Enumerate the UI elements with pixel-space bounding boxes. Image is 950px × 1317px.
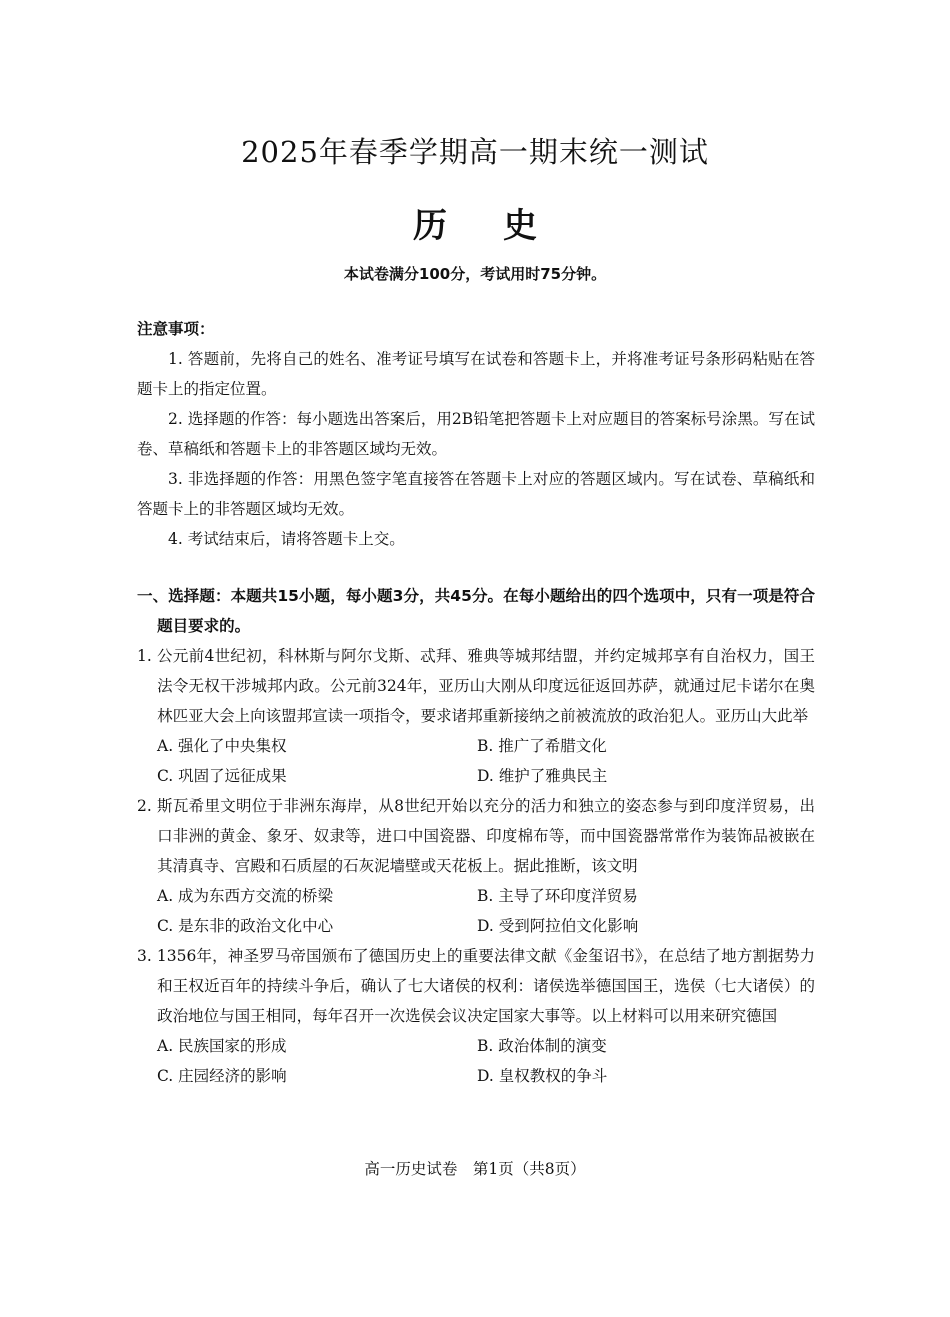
subject-char-2: 史 [503, 206, 537, 246]
note-item: 3. 非选择题的作答：用黑色签字笔直接答在答题卡上对应的答题区域内。写在试卷、草稿纸和答题卡上的非答题区域均无效。 [137, 470, 815, 518]
question-1 [137, 641, 815, 791]
subject-char-1: 历 [413, 206, 447, 246]
option-c: C. 庄园经济的影响 [157, 1067, 287, 1085]
exam-content [137, 314, 815, 1091]
exam-title: 2025年春季学期高一期末统一测试 [241, 135, 709, 169]
note-item: 1. 答题前，先将自己的姓名、准考证号填写在试卷和答题卡上，并将准考证号条形码粘贴在答题卡上的指定位置。 [137, 350, 815, 398]
option-b: B. 推广了希腊文化 [477, 737, 607, 755]
section-heading: 一、选择题：本题共15小题，每小题3分，共45分。在每小题给出的四个选项中，只有一项是符合题目要求的。 [137, 587, 815, 635]
question-stem: 1. 公元前4世纪初，科林斯与阿尔戈斯、忒拜、雅典等城邦结盟，并约定城邦享有自治权力，国王法令无权干涉城邦内政。公元前324年，亚历山大刚从印度远征返回苏萨，就通过尼卡诺尔在奥林匹亚大会上向该盟邦宣读一项指令，要求诸邦重新接纳之前被流放的政治犯人。亚历山大此举 [137, 647, 815, 725]
option-a: A. 成为东西方交流的桥梁 [157, 887, 334, 905]
note-item: 2. 选择题的作答：每小题选出答案后，用2B铅笔把答题卡上对应题目的答案标号涂黑。写在试卷、草稿纸和答题卡上的非答题区域均无效。 [137, 410, 815, 458]
option-d: D. 维护了雅典民主 [477, 767, 608, 785]
question-stem: 2. 斯瓦希里文明位于非洲东海岸，从8世纪开始以充分的活力和独立的姿态参与到印度洋贸易，出口非洲的黄金、象牙、奴隶等，进口中国瓷器、印度棉布等，而中国瓷器常常作为装饰品被嵌在其清真寺、宫殿和石质屋的石灰泥墙壁或天花板上。据此推断，该文明 [137, 797, 815, 875]
option-c: C. 巩固了远征成果 [157, 767, 287, 785]
exam-meta: 本试卷满分100分，考试用时75分钟。 [343, 265, 607, 283]
page-footer: 高一历史试卷 第1页（共8页） [364, 1160, 586, 1178]
note-item: 4. 考试结束后，请将答题卡上交。 [168, 530, 405, 548]
question-stem: 3. 1356年，神圣罗马帝国颁布了德国历史上的重要法律文献《金玺诏书》，在总结了地方割据势力和王权近百年的持续斗争后，确认了七大诸侯的权利：诸侯选举德国国王，选侯（七大诸侯）的政治地位与国王相同，每年召开一次选侯会议决定国家大事等。以上材料可以用来研究德国 [137, 947, 815, 1025]
question-2 [137, 791, 815, 941]
question-options [137, 881, 815, 941]
question-options [137, 1031, 815, 1091]
option-c: C. 是东非的政治文化中心 [157, 917, 334, 935]
option-d: D. 皇权教权的争斗 [477, 1067, 608, 1085]
option-b: B. 政治体制的演变 [477, 1037, 607, 1055]
notes-title: 注意事项： [137, 320, 215, 338]
option-b: B. 主导了环印度洋贸易 [477, 887, 638, 905]
subject-title [0, 198, 950, 247]
question-3 [137, 941, 815, 1091]
option-d: D. 受到阿拉伯文化影响 [477, 917, 639, 935]
question-options [137, 731, 815, 791]
option-a: A. 强化了中央集权 [157, 737, 287, 755]
option-a: A. 民族国家的形成 [157, 1037, 287, 1055]
